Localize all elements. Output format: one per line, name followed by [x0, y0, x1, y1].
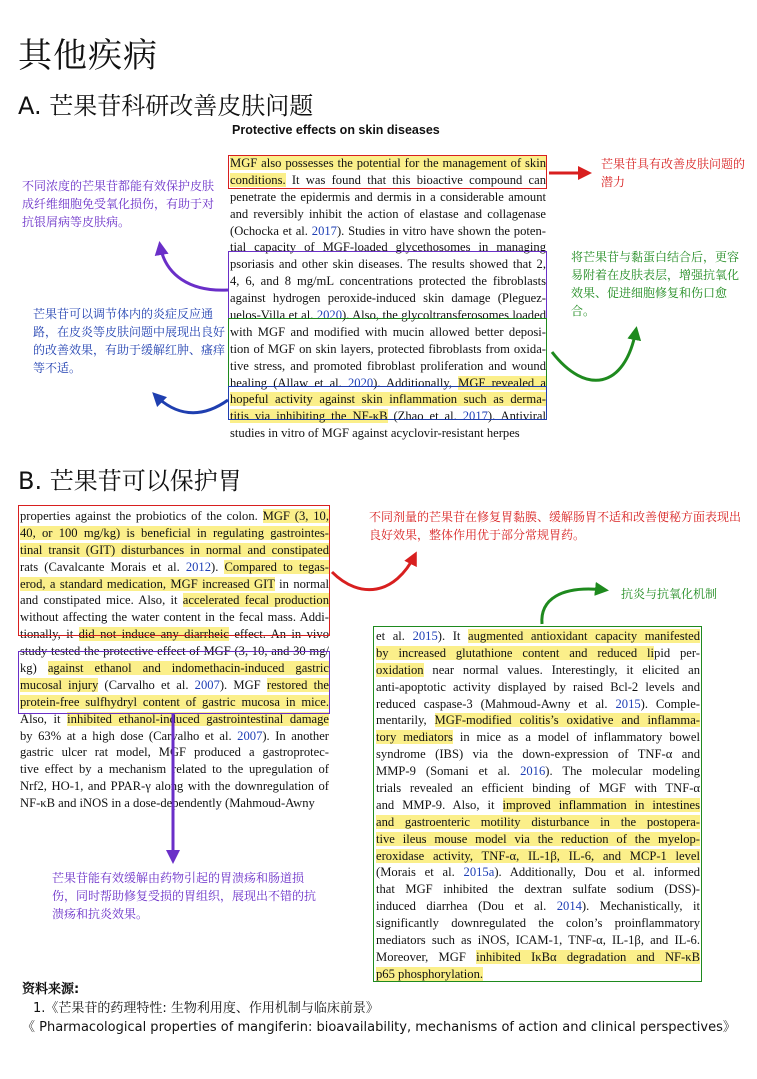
- reference-year: 2014: [556, 899, 582, 914]
- highlighted-text: titis via inhibiting the NF-κB: [230, 409, 388, 424]
- body-text: 4, 6, and 8 mg/mL concentrations protected the fibroblasts: [230, 274, 546, 289]
- body-text: ). The molecular modeling: [545, 764, 700, 779]
- body-text: (Carvalho et al.: [98, 677, 195, 692]
- paper-section-title: Protective effects on skin diseases: [232, 123, 440, 137]
- highlight-box-blue: [228, 386, 547, 420]
- body-text: It was found that this bioactive compound can: [285, 172, 546, 187]
- highlight-box-red: [228, 155, 547, 189]
- body-text: ). Mechanistically, it: [581, 899, 700, 914]
- paper-line: [20, 761, 329, 778]
- body-text: in normal: [274, 576, 329, 591]
- body-text: kg): [20, 661, 48, 676]
- highlighted-text: mucosal injury: [20, 677, 99, 692]
- body-text: significantly downregulated the colon’s proinflammatory: [376, 916, 700, 931]
- note-anti-ulcer: 芒果苷能有效缓解由药物引起的胃溃疡和肠道损伤，同时帮助修复受损的胃组织，展现出不错的抗溃疡和抗炎效果。: [52, 871, 317, 921]
- body-text: ). Antiviral: [487, 409, 546, 424]
- note-skin-potential: 芒果苷具有改善皮肤问题的潜力: [601, 157, 746, 189]
- body-text: studies in vitro of MGF against acyclovir-resistant herpes: [230, 426, 520, 441]
- body-text: ). Also, the glycoltransferosomes loaded: [342, 308, 546, 323]
- paper-line: [230, 206, 546, 223]
- reference-year: 2015a: [463, 865, 495, 880]
- highlighted-text: tinal transit (GIT) disturbances in normal and constipated: [20, 542, 329, 557]
- note-fibroblast-protection: 不同浓度的芒果苷都能有效保护皮肤成纤维细胞免受氧化损伤，有助于对抗银屑病等皮肤病。: [22, 179, 215, 229]
- arrow-blue-a: [155, 395, 228, 413]
- body-text: (Ochocka et al.: [230, 223, 312, 238]
- body-text: effect. An in vivo: [228, 627, 329, 642]
- body-text: (Zhao et al.: [387, 409, 463, 424]
- body-text: ). Studies in vitro have shown the poten-: [336, 223, 546, 238]
- body-text: healing (Allaw et al.: [230, 375, 348, 390]
- body-text: in mice as a model of inflammatory bowel: [452, 730, 700, 745]
- arrow-purple-a: [160, 245, 228, 290]
- body-text: ). Additionally, Dou et al. informed: [494, 865, 700, 880]
- body-text: with MGF and modified with mucin allowed better deposi-: [230, 324, 546, 339]
- body-text: gastric ulcer rat model, MGF produced a gastroprotec-: [20, 745, 329, 760]
- highlighted-text: and gastroenteric motility disturbance in the postopera-: [376, 814, 700, 829]
- highlight-box-red-b: [18, 505, 330, 636]
- reference-year: 2017: [311, 223, 337, 238]
- paper-line: [20, 728, 329, 745]
- note-mucin-binding: 将芒果苷与黏蛋白结合后，更容易附着在皮肤表层，增强抗氧化效果、促进细胞修复和伤口愈合。: [571, 250, 740, 318]
- highlighted-text: against ethanol and indomethacin-induced gastric: [47, 661, 329, 676]
- body-text: rats (Cavalcante Morais et al.: [20, 559, 186, 574]
- paper-line: [230, 425, 546, 442]
- body-text: Also, it: [20, 711, 68, 726]
- body-text: reduced caspase-3 (Mahmoud-Awny et al.: [376, 696, 616, 711]
- body-text: ). Comple-: [640, 696, 700, 711]
- highlight-box-purple-b: [18, 651, 330, 714]
- highlighted-text: erod, a standard medication, MGF increased GIT: [20, 576, 275, 591]
- body-text: tion of MGF on skin layers, protected fibroblasts from oxida-: [230, 341, 546, 356]
- body-text: ). In another: [262, 728, 329, 743]
- highlighted-text: improved inflammation in intestines: [502, 797, 700, 812]
- body-text: ).: [211, 559, 225, 574]
- highlighted-text: augmented antioxidant capacity manifested: [468, 629, 700, 643]
- body-text: ). MGF: [219, 677, 267, 692]
- highlighted-text: Compared to tegas-: [224, 559, 329, 574]
- body-text: study tested the protective effect of MGF (3, 10, and 30 mg/: [20, 644, 329, 659]
- highlighted-text: eroxidase activity, TNF-α, IL-1β, IL-6, and MCP-1 level: [376, 848, 700, 863]
- highlighted-text: 40, or 100 mg/kg) is beneficial in regulating gastrointes-: [20, 525, 329, 540]
- highlighted-text: restored the: [266, 677, 329, 692]
- body-text: and constipated mice. Also, it: [20, 593, 183, 608]
- body-text: psoriasis and other skin diseases. The results showed that 2,: [230, 257, 546, 272]
- body-text: Moreover, MGF: [376, 949, 477, 964]
- paper-line: [230, 189, 546, 206]
- paper-line: [20, 778, 329, 795]
- body-text: by 63% at a high dose (Carvalho et al.: [20, 728, 238, 743]
- body-text: NF-κB and iNOS in a dose-dependently (Mahmoud-Awny: [20, 796, 315, 811]
- highlighted-text: inhibited ethanol-induced gastrointestinal damage: [67, 711, 329, 726]
- paper-line: [20, 744, 329, 761]
- body-text: tial capacity of MGF-loaded glycethosomes in managing: [230, 240, 546, 255]
- arrow-green-b: [542, 589, 605, 624]
- body-text: uelos-Villa et al.: [230, 308, 317, 323]
- highlight-box-green-b: [373, 626, 702, 982]
- reference-year: 2017: [462, 409, 488, 424]
- highlight-box-purple: [228, 251, 547, 319]
- highlighted-text: hopeful activity against skin inflammation such as derma-: [230, 392, 546, 407]
- source-item-cn: 1.《芒果苷的药理特性: 生物利用度、作用机制与临床前景》: [33, 1001, 379, 1016]
- body-text: pid per-: [654, 645, 700, 660]
- body-text: Nrf2, HO-1, and PPAR-γ along with the downregulation of: [20, 779, 329, 794]
- highlighted-text: MGF also possesses the potential for the management of skin: [230, 156, 546, 170]
- reference-year: 2007: [194, 677, 220, 692]
- section-a-heading: A. 芒果苷科研改善皮肤问题: [18, 92, 314, 120]
- body-text: and reversibly inhibit the action of elastase and collagenase: [230, 206, 546, 221]
- note-inflammation-pathway: 芒果苷可以调节体内的炎症反应通路，在皮炎等皮肤问题中展现出良好的改善效果，有助于缓解红肿、瘙痒等不适。: [33, 307, 226, 375]
- body-text: (Morais et al.: [376, 865, 464, 880]
- body-text: near normal values. Interestingly, it elicited an: [423, 662, 700, 677]
- reference-year: 2020: [347, 375, 374, 390]
- highlighted-text: tory mediators: [376, 730, 453, 745]
- body-text: mediators such as iNOS, ICAM-1, TNF-α, IL-1β, and IL-6.: [376, 933, 700, 948]
- highlighted-text: protein-free sulfhydryl content of gastric mucosa in mice.: [20, 694, 329, 709]
- body-text: ). Additionally,: [373, 375, 459, 390]
- paper-line: [230, 223, 546, 240]
- section-b-heading: B. 芒果苷可以保护胃: [18, 467, 242, 495]
- arrow-green-a: [552, 330, 636, 380]
- body-text: anti-apoptotic activity displayed by raised Bcl-2 levels and: [376, 679, 700, 694]
- highlighted-text: MGF revealed a: [458, 375, 546, 390]
- reference-year: 2015: [615, 696, 641, 711]
- paper-line: [20, 795, 329, 812]
- highlighted-text: accelerated fecal production: [182, 593, 329, 608]
- body-text: against hydrogen peroxide-induced skin damage (Pleguez-: [230, 291, 546, 306]
- body-text: properties against the probiotics of the colon.: [20, 509, 263, 523]
- reference-year: 2016: [520, 764, 546, 779]
- source-item-en: 《 Pharmacological properties of mangiferin: bioavailability, mechanisms of action and clinical perspectives》: [22, 1020, 736, 1035]
- body-text: induced diarrhea (Dou et al.: [376, 899, 557, 914]
- highlighted-text: MGF-modified colitis’s oxidative and inflamma-: [434, 713, 700, 728]
- highlighted-text: conditions.: [230, 172, 286, 187]
- body-text: tionally, it: [20, 627, 79, 642]
- highlighted-text: tive ileus mouse model via the reduction of the myelop-: [376, 831, 700, 846]
- reference-year: 2012: [185, 559, 212, 574]
- page-title: 其他疾病: [18, 36, 158, 76]
- body-text: tive effect by a mechanism related to the upregulation of: [20, 762, 329, 777]
- body-text: without affecting the water content in the fecal mass. Addi-: [20, 610, 329, 625]
- body-text: trials revealed an efficient binding of MGF with TNF-α: [376, 781, 700, 796]
- highlighted-text: by increased glutathione content and reduced li: [376, 645, 655, 660]
- arrow-red-b: [332, 555, 415, 590]
- body-text: mentarily,: [376, 713, 435, 728]
- reference-year: 2015: [412, 629, 438, 643]
- body-text: ). It: [437, 629, 469, 643]
- source-label: 资料来源:: [22, 982, 80, 997]
- highlighted-text: MGF (3, 10,: [262, 509, 329, 523]
- body-text: syndrome (IBS) via the down-expression of TNF-α and: [376, 747, 700, 762]
- highlighted-text: did not induce any diarrheic: [78, 627, 229, 642]
- highlighted-text: p65 phosphorylation.: [376, 966, 484, 981]
- reference-year: 2007: [237, 728, 263, 743]
- body-text: MMP-9 (Somani et al.: [376, 764, 521, 779]
- body-text: penetrate the epidermis and dermis in a considerable amount: [230, 189, 546, 204]
- body-text: tive stress, and promoted fibroblast proliferation and wound: [230, 358, 546, 373]
- body-text: et al.: [376, 629, 413, 643]
- highlighted-text: oxidation: [376, 662, 424, 677]
- highlight-box-green: [228, 318, 547, 387]
- note-antioxidant-mechanism: 抗炎与抗氧化机制: [621, 587, 718, 601]
- body-text: that MGF inhibited the dextran sulfate sodium (DSS)-: [376, 882, 700, 897]
- note-gastric-repair: 不同剂量的芒果苷在修复胃黏膜、缓解肠胃不适和改善便秘方面表现出良好效果，整体作用优于部分常规胃药。: [369, 510, 742, 542]
- body-text: and MMP-9. Also, it: [376, 797, 503, 812]
- highlighted-text: inhibited IκBα degradation and NF-κB: [476, 949, 700, 964]
- reference-year: 2020: [316, 308, 343, 323]
